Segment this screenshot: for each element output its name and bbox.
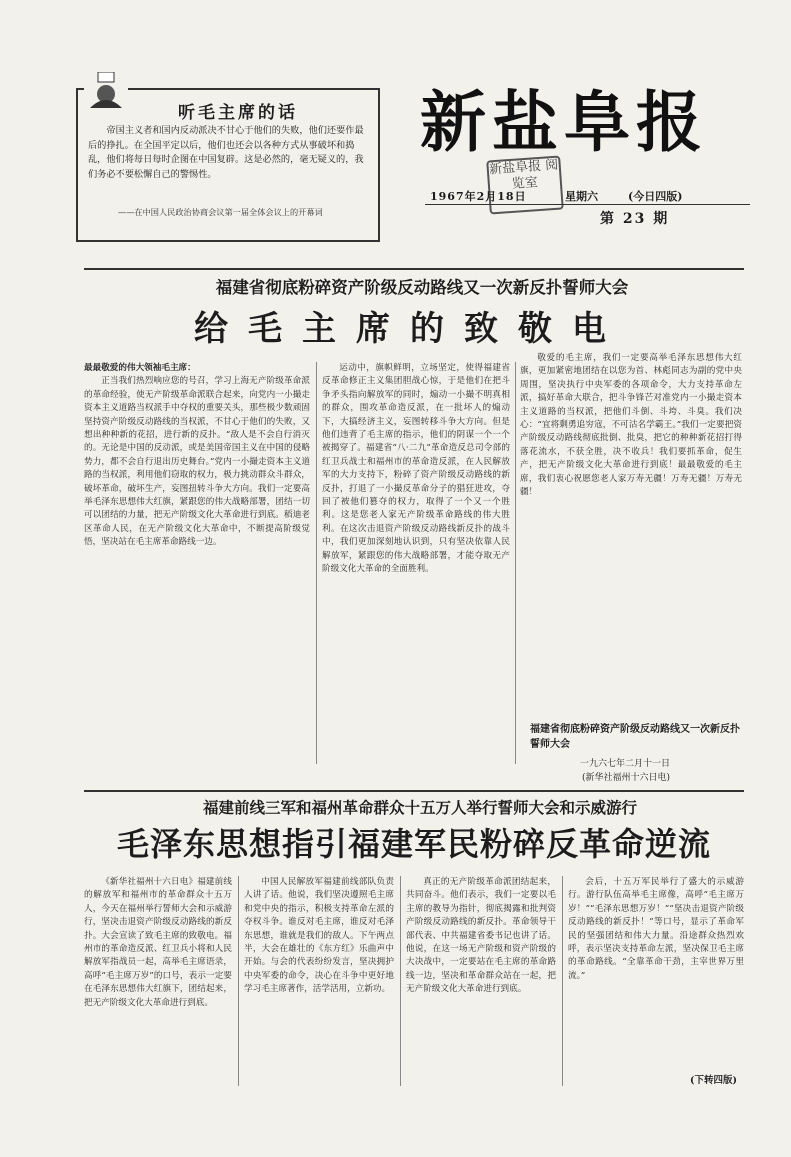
- issue-date: 1967年2月18日: [430, 190, 527, 203]
- article1-col1-text: 正当我们热烈响应您的号召，学习上海无产阶级革命派的革命经验，使无产阶级革命派联合起来，向党内一小撮走资本主义道路当权派手中夺权的重要关头，那些极少数顽固坚持资产阶级反动路线的当权派，不甘心于他们的失败，又想出种种新的花招，进行新的反扑。“敌人是不会自行消灭的。无论是中国的反动派，或是美国帝国主义在中国的侵略势力，都不会自行退出历史舞台。”党内一小撮走资本主义道路的当权派，利用他们窃取的权力，极力挑动群众斗群众，破坏革命，破坏生产，妄图扭转斗争大方向。我们一定要高举毛泽东思想伟大红旗，紧跟您的伟大战略部署，团结一切可以团结的力量，把无产阶级文化大革命进行到底。稻迪老区革命人民，在无产阶级文化大革命中，不断提高阶级觉悟，坚决站在毛主席革命路线一边。: [84, 376, 310, 548]
- article1-top-rule: [84, 268, 744, 270]
- article1-headline: 给毛主席的致敬电: [194, 309, 626, 349]
- article2-col2-text: 中国人民解放军福建前线部队负责人讲了话。他说，我们坚决遵照毛主席和党中央的指示，积极支持革命左派的夺权斗争。谁反对毛主席，谁反对毛泽东思想，谁就是我们的敌人。下午两点半，大会在雄壮的《东方红》乐曲声中开始。与会的代表纷纷发言，坚决拥护中央军委的命令，决心在斗争中更好地学习毛主席著作，活学活用，立新功。: [244, 877, 394, 995]
- newspaper-title: 新盐阜报: [420, 83, 708, 161]
- article1-col1: [84, 362, 310, 764]
- article2-col4: [568, 876, 744, 1068]
- article1-salutation: 最最敬爱的伟大领袖毛主席：: [84, 363, 196, 373]
- article2-col1-text: 《新华社福州十六日电》福建前线的解放军和福州市的革命群众十五万人，今天在福州举行誓师大会和示威游行，坚决击退资产阶级反动路线的新反扑。大会宣读了致毛主席的致敬电。福州市的革命造反派、红卫兵小将和人民解放军指战员一起，高举毛主席语录，高呼“毛主席万岁”的口号，表示一定要在毛泽东思想伟大红旗下，团结起来，把无产阶级文化大革命进行到底。: [84, 877, 232, 1008]
- article1-col2: [322, 362, 510, 764]
- issue-number: 第 23 期: [600, 211, 670, 227]
- article1-kicker: 福建省彻底粉碎资产阶级反动路线又一次新反扑誓师大会: [215, 278, 629, 297]
- quote-box-source: ——在中国人民政治协商会议第一届全体会议上的开幕词: [118, 207, 323, 217]
- article2-continued: (下转四版): [690, 1075, 737, 1086]
- quote-box: [76, 88, 380, 242]
- article1-signature: 福建省彻底粉碎资产阶级反动路线又一次新反扑誓师大会: [530, 724, 740, 750]
- issue-pages: (今日四版): [628, 190, 683, 203]
- mao-portrait-icon: [84, 72, 128, 108]
- library-seal-text: 新盐阜报 阅览室: [488, 157, 559, 192]
- article1-col3-text: 敬爱的毛主席，我们一定要高举毛泽东思想伟大红旗，更加紧密地团结在以您为首、林彪同志为副的党中央周围，坚决执行中央军委的各项命令，大力支持革命左派，搞好革命大联合，把斗争锋芒对准党内一小撮走资本主义道路的当权派，把他们斗倒、斗垮、斗臭。我们决心：“宜将剩勇追穷寇，不可沽名学霸王。”我们一定要把资产阶级反动路线彻底批倒、批臭，把它的种种新花招打得落花流水，不获全胜，决不收兵！我们要抓革命，促生产，把无产阶级文化大革命进行到底！最最敬爱的毛主席，我们衷心祝愿您老人家万寿无疆！万寿无疆！万寿无疆！: [520, 353, 742, 498]
- article2-headline: 毛泽东思想指引福建军民粉碎反革命逆流: [116, 825, 711, 863]
- article2-col2: [244, 876, 394, 1082]
- article2-divider-2: [400, 876, 401, 1086]
- library-seal: [486, 155, 564, 214]
- quote-box-title: 听毛主席的话: [178, 103, 298, 123]
- article1-col3: [520, 352, 742, 644]
- article2-col3-text: 真正的无产阶级革命派团结起来，共同奋斗。他们表示，我们一定要以毛主席的教导为指针，彻底揭露和批判资产阶级反动路线的新反扑。革命领导干部代表、中共福建省委书记也讲了话。他说，在这一场无产阶级和资产阶级的大决战中，一定要站在毛主席的革命路线一边，坚决和革命群众站在一起，把无产阶级文化大革命进行到底。: [406, 877, 556, 995]
- article2-divider-1: [238, 876, 239, 1086]
- article2-col1: [84, 876, 232, 1082]
- article1-col2-text: 运动中，旗帜鲜明，立场坚定，使得福建省反革命修正主义集团胆战心惊，于是他们在把斗争矛头指向解放军的同时，煽动一小撮不明真相的群众，围攻革命造反派，在一批坏人的煽动下，大搞经济主义，妄图转移斗争大方向。但是他们违背了毛主席的指示，他们的阴谋一个一个被揭穿了。福建省“八·二九”革命造反总司令部的红卫兵战士和福州市的革命造反派，在人民解放军的大力支持下，粉碎了资产阶级反动路线的新反扑，打退了一小撮反革命分子的猖狂进攻，夺回了被他们篡夺的权力，取得了一个又一个胜利。这是您老人家无产阶级革命路线的伟大胜利。在这次击退资产阶级反动路线新反扑的战斗中，我们更加深刻地认识到，只有坚决依靠人民解放军，紧跟您的伟大战略部署，才能夺取无产阶级文化大革命的全面胜利。: [322, 363, 510, 575]
- article1-divider-2: [515, 362, 516, 764]
- article2-divider-3: [562, 876, 563, 1086]
- quote-box-body: 帝国主义者和国内反动派决不甘心于他们的失败，他们还要作最后的挣扎。在全国平定以后，他们也还会以各种方式从事破坏和捣乱，他们将每日每时企图在中国复辟。这是必然的，毫无疑义的，我们务必不要松懈自己的警惕性。: [88, 125, 364, 180]
- article1-credit: (新华社福州十六日电): [582, 773, 671, 783]
- issue-weekday: 星期六: [565, 190, 598, 203]
- article1-divider-1: [316, 362, 317, 764]
- article2-col3: [406, 876, 556, 1082]
- article2-kicker: 福建前线三军和福州革命群众十五万人举行誓师大会和示威游行: [202, 798, 637, 817]
- masthead-rule: [425, 204, 750, 205]
- article1-dateline: 一九六七年二月十一日: [580, 759, 671, 769]
- article-separator: [84, 790, 744, 792]
- article2-col4-text: 会后，十五万军民举行了盛大的示威游行。游行队伍高举毛主席像，高呼“毛主席万岁！”“毛泽东思想万岁！”“坚决击退资产阶级反动路线的新反扑！”等口号，显示了革命军民的坚强团结和伟大力量。沿途群众热烈欢呼，表示坚决支持革命左派，坚决保卫毛主席的革命路线。“全靠革命干劲，主宰世界万里流。”: [568, 877, 744, 981]
